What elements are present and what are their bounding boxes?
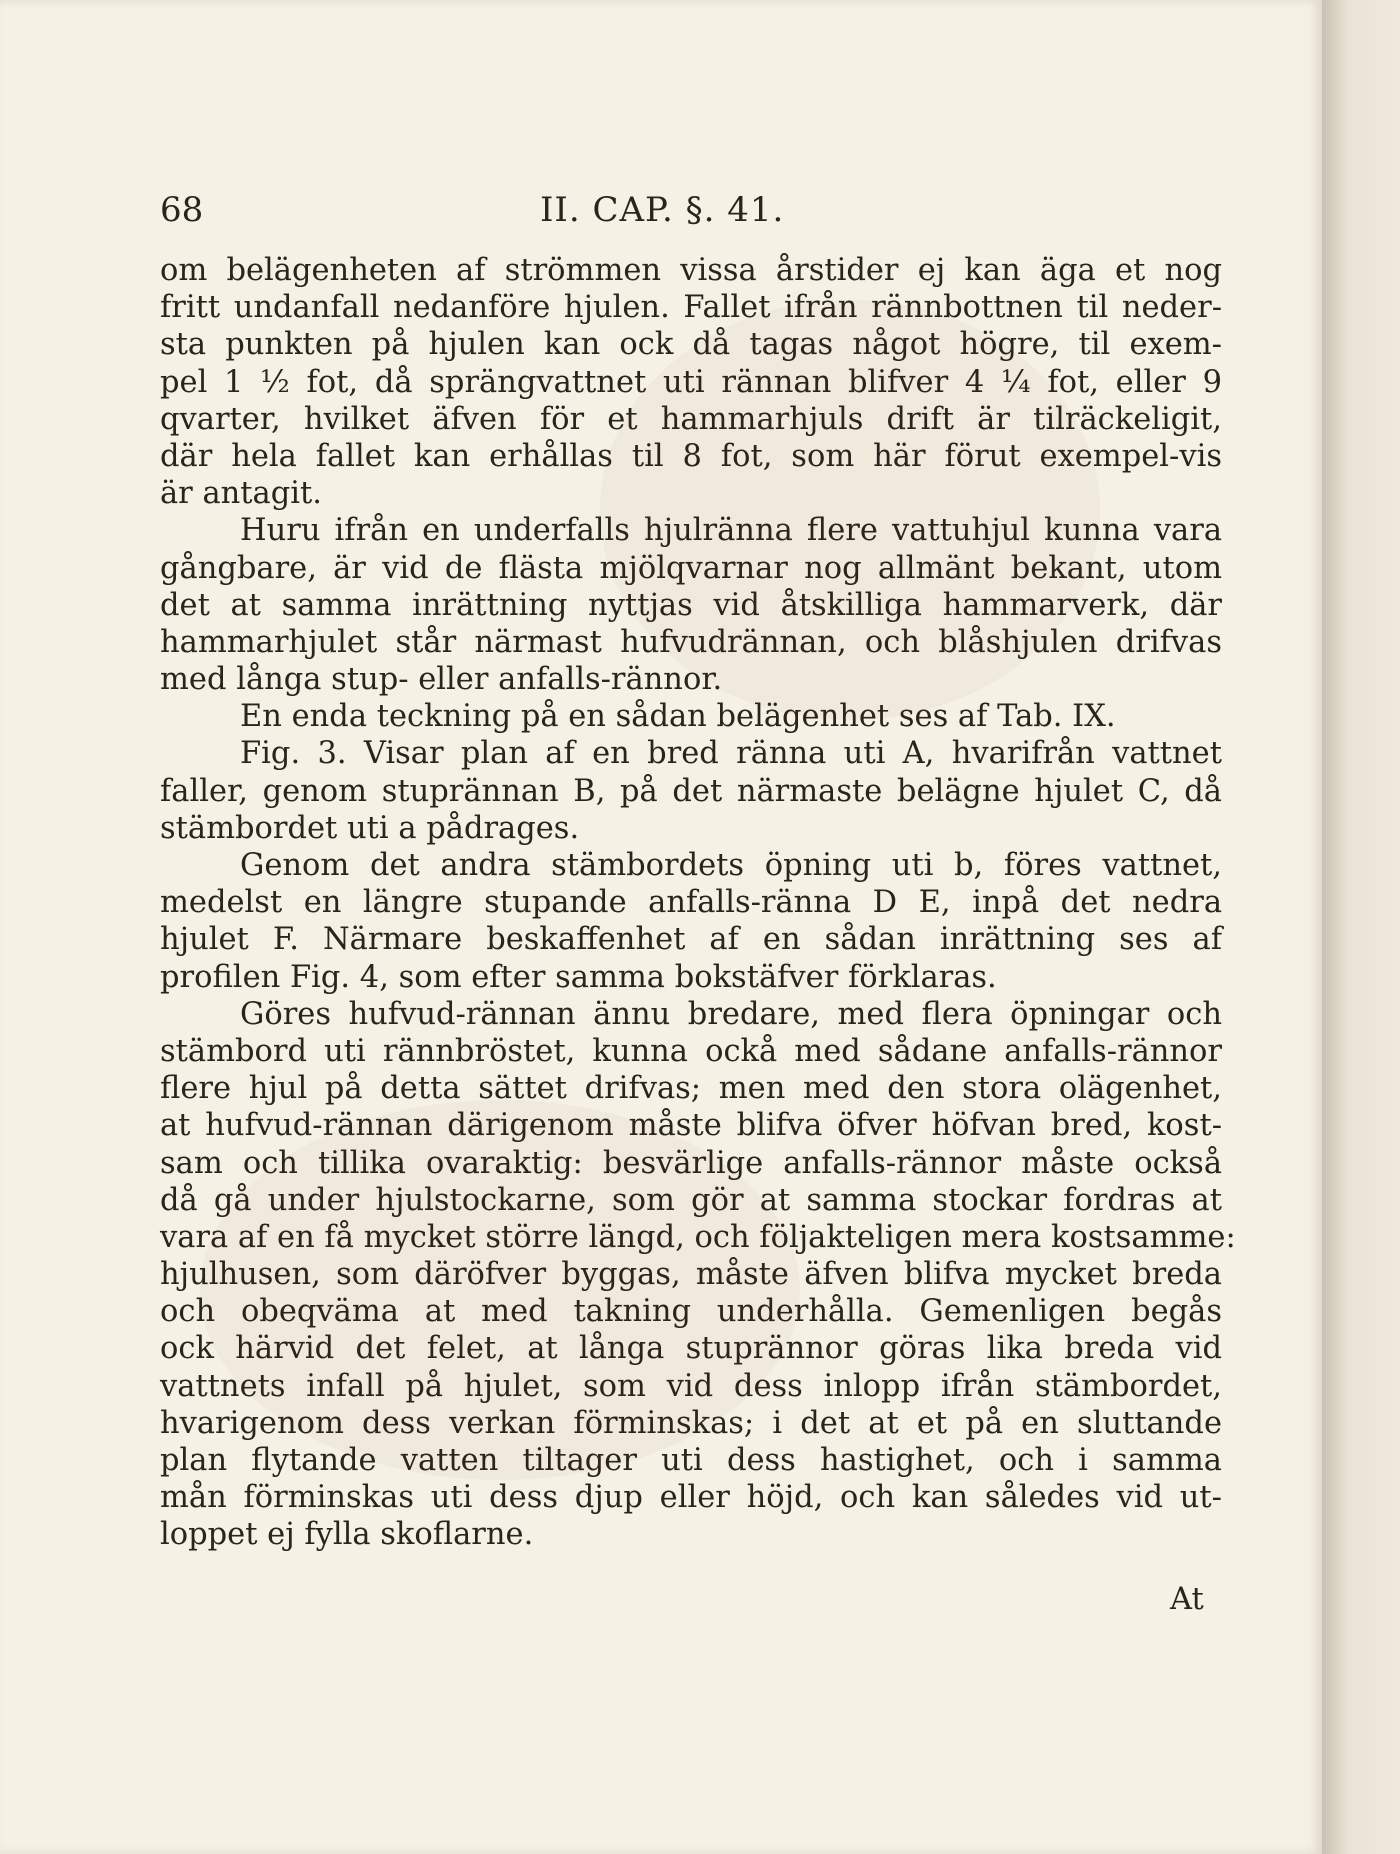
- text-line: stämbordet uti a pådrages.: [160, 810, 580, 846]
- running-head: [160, 190, 1220, 240]
- text-line: medelst en längre stupande anfalls-ränna D E, inpå det nedra: [160, 885, 1222, 921]
- text-line: Fig. 3. Visar plan af en bred ränna uti A, hvarifrån vattnet: [240, 736, 1222, 772]
- body-text: [160, 252, 1236, 1554]
- text-line: flere hjul på detta sättet drifvas; men med den stora olägenhet,: [160, 1071, 1222, 1107]
- page-number: 68: [160, 190, 204, 230]
- text-line: hvarigenom dess verkan förminskas; i det at et på en sluttande: [160, 1405, 1222, 1441]
- text-line: fritt undanfall nedanföre hjulen. Fallet ifrån rännbottnen til neder-: [160, 290, 1222, 326]
- text-line: faller, genom stuprännan B, på det närmaste belägne hjulet C, då: [160, 773, 1222, 809]
- text-line: då gå under hjulstockarne, som gör at samma stockar fordras at: [160, 1182, 1222, 1218]
- text-line: hjulhusen, som däröfver byggas, måste äfven blifva mycket breda: [160, 1257, 1222, 1293]
- text-line: Göres hufvud-rännan ännu bredare, med flera öpningar och: [240, 996, 1222, 1032]
- text-line: at hufvud-rännan därigenom måste blifva öfver höfvan bred, kost-: [160, 1108, 1222, 1144]
- text-line: och obeqväma at med takning underhålla. Gemenligen begås: [160, 1294, 1222, 1330]
- text-line: där hela fallet kan erhållas til 8 fot, som här förut exempel-vis: [160, 438, 1222, 474]
- facing-page-edge: [1322, 0, 1400, 1854]
- text-line: vattnets infall på hjulet, som vid dess inlopp ifrån stämbordet,: [160, 1368, 1222, 1404]
- text-line: Huru ifrån en underfalls hjulränna flere vattuhjul kunna vara: [240, 513, 1222, 549]
- text-line: pel 1 ½ fot, då sprängvattnet uti rännan blifver 4 ¼ fot, eller 9: [160, 364, 1222, 400]
- text-line: sam och tillika ovaraktig: besvärlige anfalls-rännor måste också: [160, 1145, 1222, 1181]
- text-line: stämbord uti rännbröstet, kunna ockå med sådane anfalls-rännor: [160, 1033, 1222, 1069]
- text-line: om belägenheten af strömmen vissa årstider ej kan äga et nog: [160, 253, 1222, 288]
- text-line: profilen Fig. 4, som efter samma bokstäfver förklaras.: [160, 959, 997, 995]
- text-line: En enda teckning på en sådan belägenhet ses af Tab. IX.: [240, 699, 1116, 735]
- text-line: qvarter, hvilket äfven för et hammarhjuls drift är tilräckeligit,: [160, 401, 1222, 437]
- text-line: med långa stup- eller anfalls-rännor.: [160, 662, 723, 698]
- text-line: ock härvid det felet, at långa stuprännor göras lika breda vid: [160, 1331, 1222, 1367]
- text-line: är antagit.: [160, 476, 322, 512]
- text-line: sta punkten på hjulen kan ock då tagas något högre, til exem-: [160, 327, 1222, 363]
- text-line: hammarhjulet står närmast hufvudrännan, och blåshjulen drifvas: [160, 624, 1222, 660]
- text-line: loppet ej fylla skoflarne.: [160, 1517, 534, 1553]
- text-line: plan flytande vatten tiltager uti dess hastighet, och i samma: [160, 1443, 1222, 1478]
- text-line: mån förminskas uti dess djup eller höjd, och kan således vid ut-: [160, 1480, 1222, 1516]
- text-line: gångbare, är vid de flästa mjölqvarnar nog allmänt bekant, utom: [160, 550, 1222, 586]
- catchword: At: [1170, 1582, 1204, 1617]
- text-line: hjulet F. Närmare beskaffenhet af en sådan inrättning ses af: [160, 922, 1222, 958]
- text-line: det at samma inrättning nyttjas vid åtskilliga hammarverk, där: [160, 587, 1222, 623]
- chapter-heading: II. CAP. §. 41.: [540, 190, 785, 230]
- text-line: Genom det andra stämbordets öpning uti b, föres vattnet,: [240, 848, 1222, 883]
- text-line: vara af en få mycket större längd, och följakteligen mera kostsamme:: [160, 1219, 1236, 1255]
